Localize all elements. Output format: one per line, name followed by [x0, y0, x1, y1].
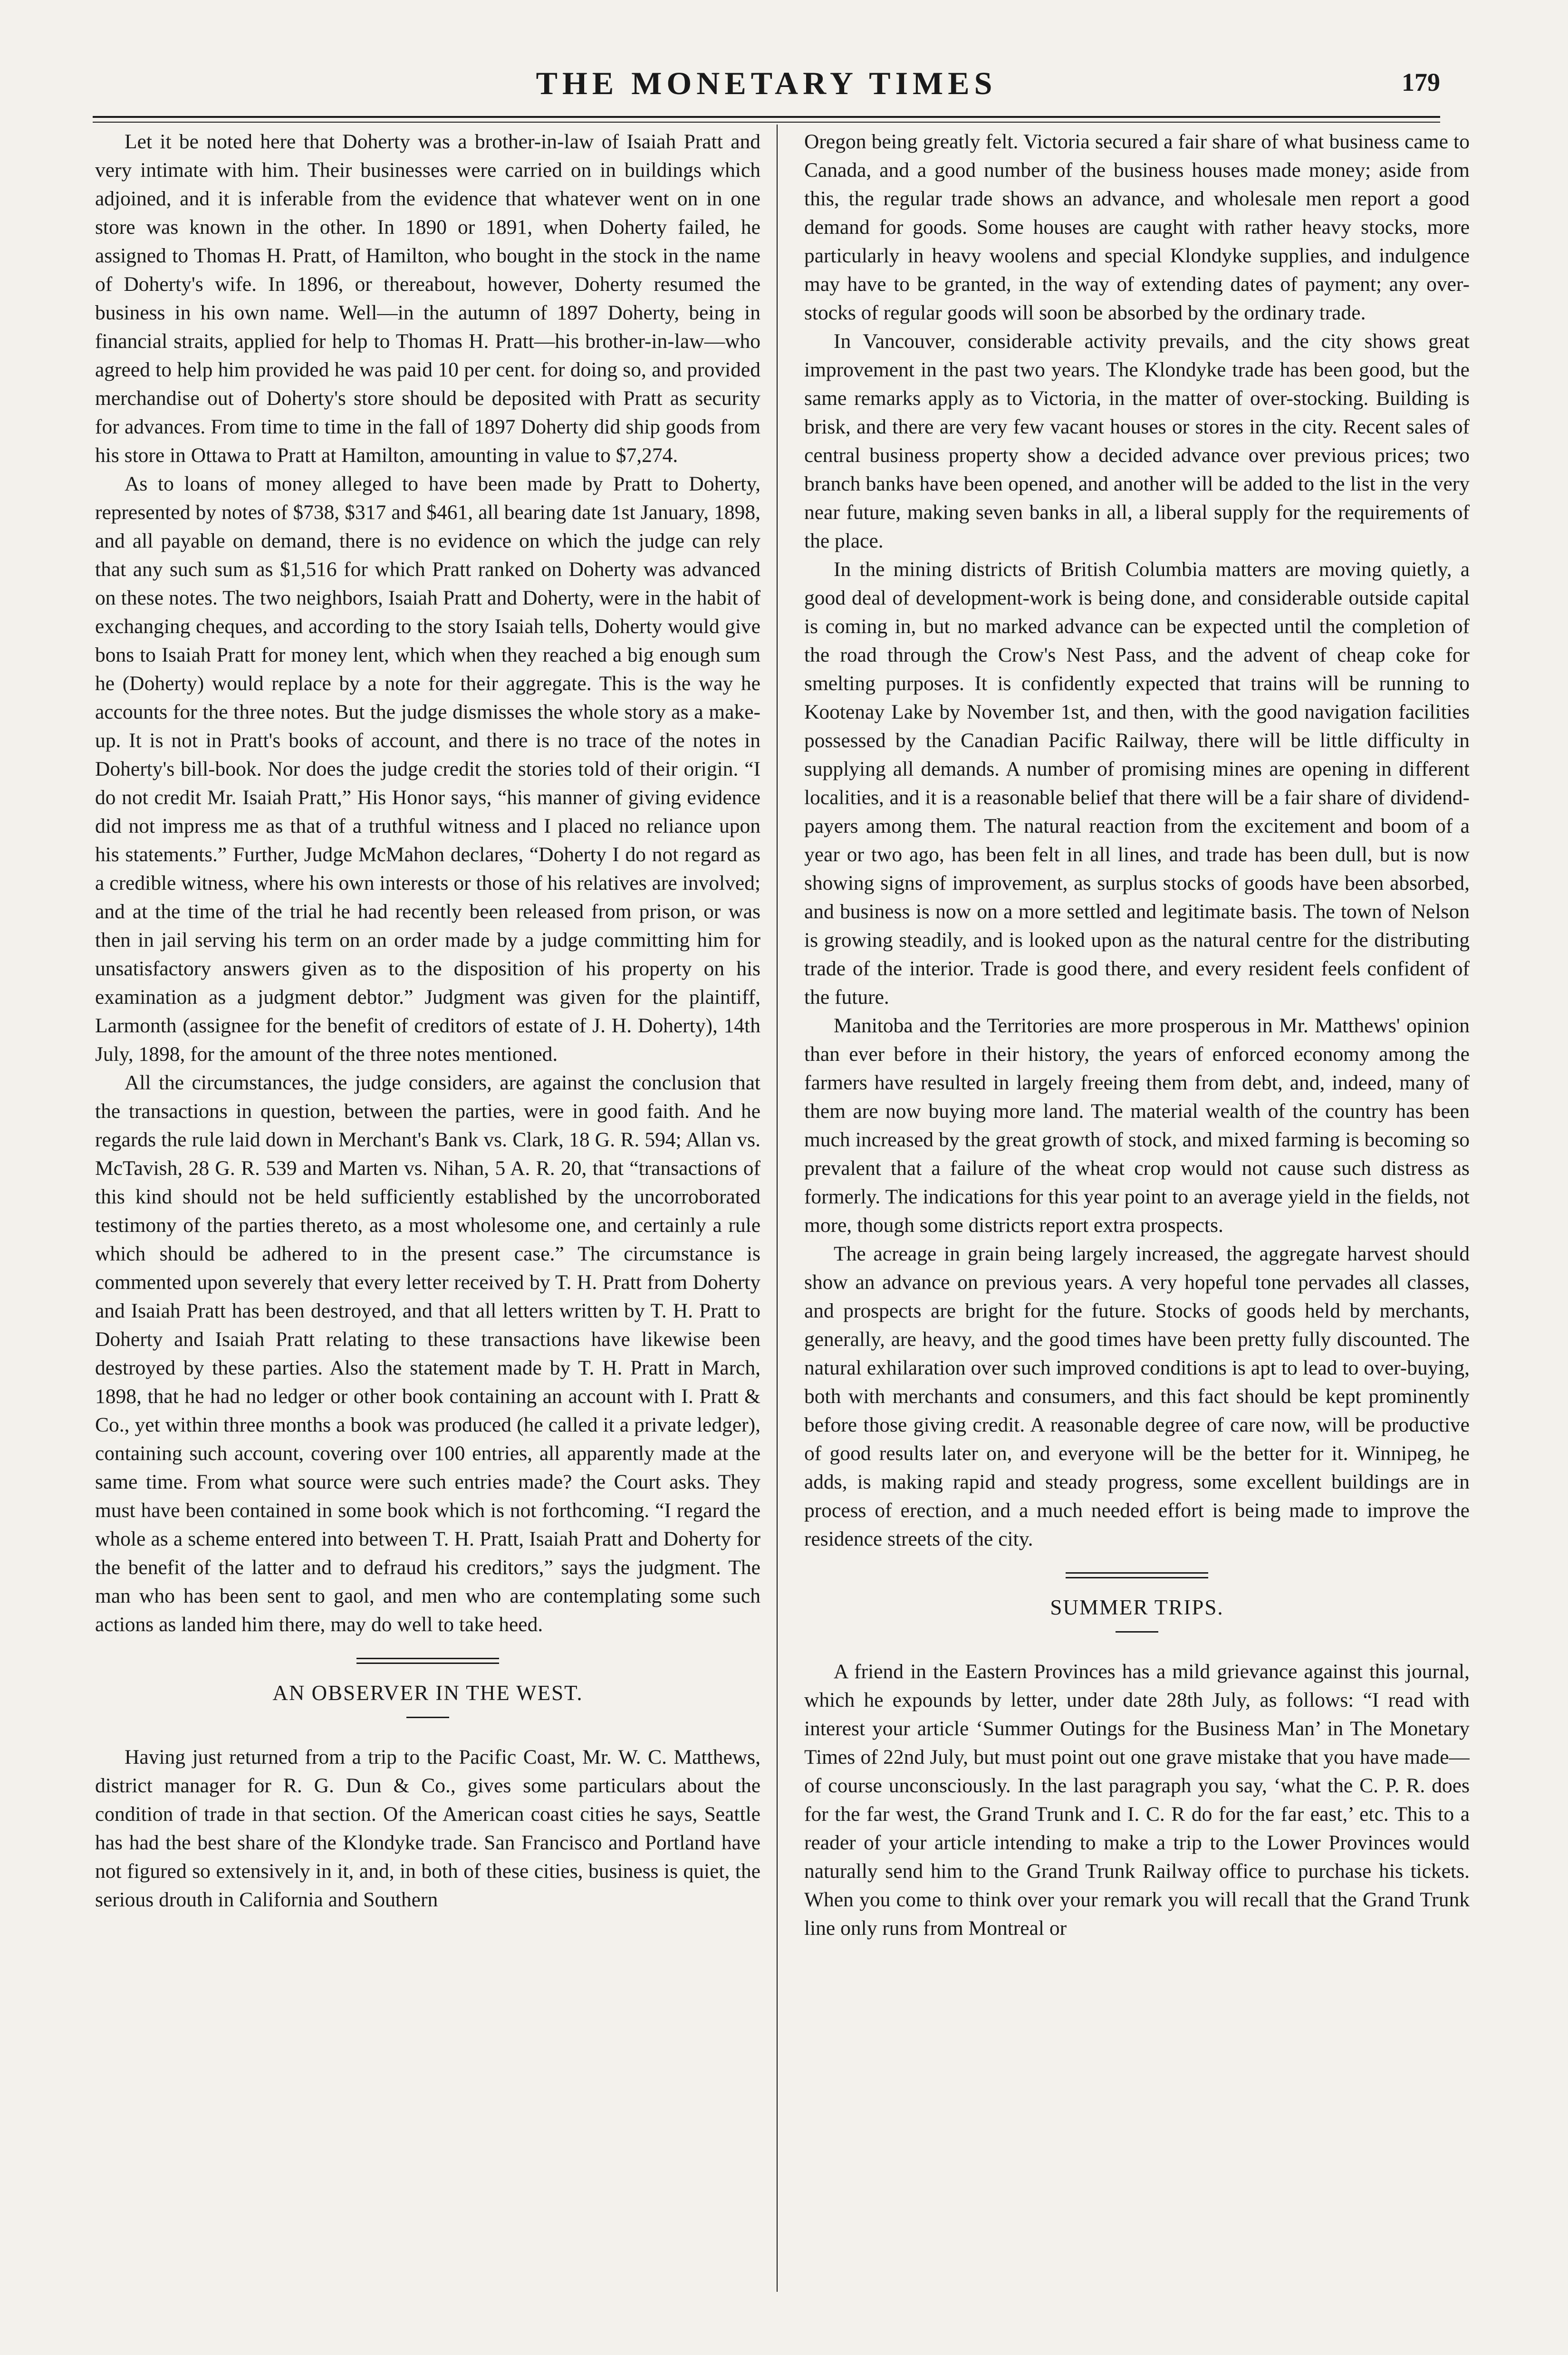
paragraph: A friend in the Eastern Provinces has a mild grievance against this journal, which he expounds by letter, under date 28th July, as follows: “I read with interest your article ‘Summer Outings for the Business Man’ in The Monetary Times of 22nd July, but must point out one grave mistake that you have made—of course unconsciously. In the last paragraph you say, ‘what the C. P. R. does for the far west, the Grand Trunk and I. C. R do for the far east,’ etc. This to a reader of your article intending to make a trip to the Lower Provinces would naturally send him to the Grand Trunk Railway office to purchase his tickets. When you come to think over your remark you will recall that the Grand Trunk line only runs from Montreal or	[804, 1660, 1470, 1940]
paragraph: The acreage in grain being largely increased, the aggregate harvest should show an advance on previous years. A very hopeful tone pervades all classes, and prospects are bright for the future. Stocks of goods held by merchants, generally, are heavy, and the good times have been pretty fully discounted. The natural exhilaration over such improved conditions is apt to lead to over-buying, both with merchants and consumers, and this fact should be kept prominently before those giving credit. A reasonable degree of care now, will be productive of good results later on, and everyone will be the better for it. Winnipeg, he adds, is making rapid and steady progress, some excellent buildings are in process of erection, and a much needed effort is being made to improve the residence streets of the city.	[804, 1242, 1470, 1550]
paragraph: As to loans of money alleged to have been made by Pratt to Doherty, represented by notes of $738, $317 and $461, all bearing date 1st January, 1898, and all payable on demand, there is no evidence on which the judge can rely that any such sum as $1,516 for which Pratt ranked on Doherty was advanced on these notes. The two neighbors, Isaiah Pratt and Doherty, were in the habit of exchanging cheques, and according to the story Isaiah tells, Doherty would give bons to Isaiah Pratt for money lent, which when they reached a big enough sum he (Doherty) would replace by a note for their aggregate. This is the way he accounts for the three notes. But the judge dismisses the whole story as a make-up. It is not in Pratt's books of account, and there is no trace of the notes in Doherty's bill-book. Nor does the judge credit the stories told of their origin. “I do not credit Mr. Isaiah Pratt,” His Honor says, “his manner of giving evidence did not impress me as that of a truthful witness and I placed no reliance upon his statements.” Further, Judge McMahon declares, “Doherty I do not regard as a credible witness, where his own interests or those of his relatives are involved; and at the time of the trial he had recently been released from prison, or was then in jail serving his term on an order made by a judge committing him for unsatisfactory answers given as to the disposition of his property on his examination as a judgment debtor.” Judgment was given for the plaintiff, Larmonth (assignee for the benefit of creditors of estate of J. H. Doherty), 14th July, 1898, for the amount of the three notes mentioned.	[95, 472, 760, 1066]
section-heading: AN OBSERVER IN THE WEST.	[272, 1681, 583, 1705]
column-divider	[777, 125, 778, 2292]
page-number: 179	[1402, 68, 1440, 96]
section-divider	[1066, 1569, 1208, 1582]
paragraph: Oregon being greatly felt. Victoria secured a fair share of what business came to Canada, and a good number of the business houses made money; aside from this, the regular trade shows an advance, and wholesale men report a good demand for goods. Some houses are caught with rather heavy stocks, more particularly in heavy woolens and special Klondyke supplies, and indulgence may have to be granted, in the way of extending dates of payment; any over-stocks of regular goods will soon be absorbed by the ordinary trade.	[804, 130, 1470, 324]
left-column	[95, 127, 760, 2323]
paragraph: In Vancouver, considerable activity prevails, and the city shows great improvement in the past two years. The Klondyke trade has been good, but the same remarks apply as to Victoria, in the matter of over-stocking. Building is brisk, and there are very few vacant houses or stores in the city. Recent sales of central business property show a decided advance over previous prices; two branch banks have been opened, and another will be added to the list in the very near future, making seven banks in all, a liberal supply for the requirements of the place.	[804, 330, 1470, 552]
paragraph: Having just returned from a trip to the Pacific Coast, Mr. W. C. Matthews, district manager for R. G. Dun & Co., gives some particulars about the condition of trade in that section. Of the American coast cities he says, Seattle has had the best share of the Klondyke trade. San Francisco and Portland have not figured so extensively in it, and, in both of these cities, business is quiet, the serious drouth in California and Southern	[95, 1746, 760, 1911]
heading-rule	[1116, 1631, 1158, 1633]
section-divider	[356, 1655, 499, 1667]
header-rule-bottom	[93, 122, 1440, 123]
paragraph: Let it be noted here that Doherty was a brother-in-law of Isaiah Pratt and very intimate with him. Their businesses were carried on in buildings which adjoined, and it is inferable from the evidence that whatever went on in one store was known in the other. In 1890 or 1891, when Doherty failed, he assigned to Thomas H. Pratt, of Hamilton, who bought in the stock in the name of Doherty's wife. In 1896, or thereabout, however, Doherty resumed the business in his own name. Well—in the autumn of 1897 Doherty, being in financial straits, applied for help to Thomas H. Pratt—his brother-in-law—who agreed to help him provided he was paid 10 per cent. for doing so, and provided merchandise out of Doherty's store should be deposited with Pratt as security for advances. From time to time in the fall of 1897 Doherty did ship goods from his store in Ottawa to Pratt at Hamilton, amounting in value to $7,274.	[95, 130, 760, 467]
section-heading: SUMMER TRIPS.	[1050, 1596, 1224, 1619]
header-rule-top	[93, 116, 1440, 118]
paragraph: Manitoba and the Territories are more prosperous in Mr. Matthews' opinion than ever before in their history, the years of enforced economy among the farmers have resulted in largely freeing them from debt, and, indeed, many of them are now buying more land. The material wealth of the country has been much increased by the great growth of stock, and mixed farming is becoming so prevalent that a failure of the wheat crop would not cause such distress as formerly. The indications for this year point to an average yield in the fields, not more, though some districts report extra prospects.	[804, 1014, 1470, 1237]
right-column	[804, 127, 1470, 2323]
heading-rule	[406, 1717, 449, 1718]
publication-title: THE MONETARY TIMES	[536, 65, 997, 101]
masthead	[93, 61, 1440, 113]
paragraph: All the circumstances, the judge considers, are against the conclusion that the transactions in question, between the parties, were in good faith. And he regards the rule laid down in Merchant's Bank vs. Clark, 18 G. R. 594; Allan vs. McTavish, 28 G. R. 539 and Marten vs. Nihan, 5 A. R. 20, that “transactions of this kind should not be held sufficiently established by the uncorroborated testimony of the parties thereto, as a most wholesome one, and certainly a rule which should be adhered to in the present case.” The circumstance is commented upon severely that every letter received by T. H. Pratt from Doherty and Isaiah Pratt has been destroyed, and that all letters written by T. H. Pratt to Doherty and Isaiah Pratt relating to these transactions have likewise been destroyed by these parties. Also the statement made by T. H. Pratt in March, 1898, that he had no ledger or other book containing an account with I. Pratt & Co., yet within three months a book was produced (he called it a private ledger), containing such account, covering over 100 entries, all apparently made at the same time. From what source were such entries made? the Court asks. They must have been contained in some book which is not forthcoming. “I regard the whole as a scheme entered into between T. H. Pratt, Isaiah Pratt and Doherty for the benefit of the latter and to defraud his creditors,” says the judgment. The man who has been sent to gaol, and men who are contemplating some such actions as landed him there, may do well to take heed.	[95, 1071, 760, 1636]
paragraph: In the mining districts of British Columbia matters are moving quietly, a good deal of development-work is being done, and considerable outside capital is coming in, but no marked advance can be expected until the completion of the road through the Crow's Nest Pass, and the advent of cheap coke for smelting purposes. It is confidently expected that trains will be running to Kootenay Lake by November 1st, and then, with the good navigation facilities possessed by the Canadian Pacific Railway, there will be little difficulty in supplying all demands. A number of promising mines are opening in different localities, and it is a reasonable belief that there will be a fair share of dividend-payers among them. The natural reaction from the excitement and boom of a year or two ago, has been felt in all lines, and trade has been dull, but is now showing signs of improvement, as surplus stocks of goods have been absorbed, and business is now on a more settled and legitimate basis. The town of Nelson is growing steadily, and is looked upon as the natural centre for the distributing trade of the interior. Trade is good there, and every resident feels confident of the future.	[804, 558, 1470, 1009]
